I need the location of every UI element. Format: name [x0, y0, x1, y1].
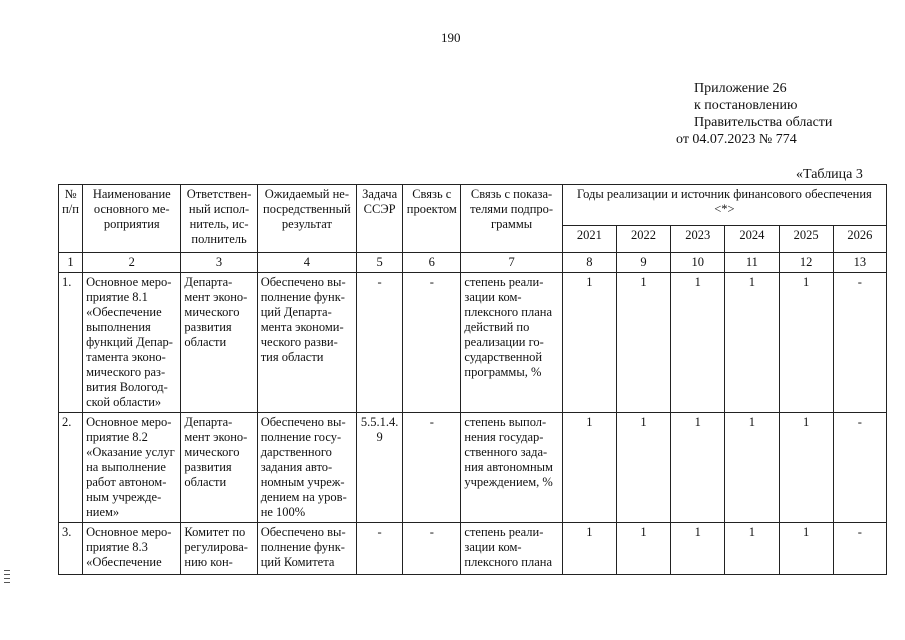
row-task: 5.5.1.4.9	[357, 413, 403, 523]
appendix-heading	[676, 80, 832, 148]
col-number: 9	[616, 253, 670, 273]
header-year-2021: 2021	[562, 226, 616, 253]
row-project: -	[403, 273, 461, 413]
row-project: -	[403, 523, 461, 575]
row-task: -	[357, 523, 403, 575]
row-year-2021: 1	[562, 413, 616, 523]
col-number: 7	[461, 253, 562, 273]
table-row	[59, 273, 887, 413]
row-result: Обеспечено вы-полнение госу-дарственного задания авто-номным учреж-дением на уров-не 100%	[257, 413, 356, 523]
row-year-2021: 1	[562, 523, 616, 575]
row-name: Основное меро-приятие 8.3 «Обеспечение	[83, 523, 181, 575]
header-years-group: Годы реализации и источник финансового обеспечения <*>	[562, 185, 886, 226]
measures-table	[58, 184, 887, 575]
header-result: Ожидаемый не-посредственный результат	[257, 185, 356, 253]
appendix-line-2: к постановлению	[694, 98, 798, 113]
row-year-2025: 1	[779, 273, 833, 413]
row-task: -	[357, 273, 403, 413]
row-year-2022: 1	[616, 413, 670, 523]
row-project: -	[403, 413, 461, 523]
row-year-2024: 1	[725, 523, 779, 575]
header-num: № п/п	[59, 185, 83, 253]
col-number: 12	[779, 253, 833, 273]
appendix-line-4: от 04.07.2023 № 774	[676, 132, 797, 147]
row-executor: Департа-мент эконо-мического развития области	[181, 413, 257, 523]
col-number: 13	[833, 253, 886, 273]
header-year-2025: 2025	[779, 226, 833, 253]
scan-margin-mark	[4, 570, 10, 586]
column-number-row	[59, 253, 887, 273]
col-number: 8	[562, 253, 616, 273]
header-executor: Ответствен-ный испол-нитель, ис-полнитель	[181, 185, 257, 253]
row-year-2026: -	[833, 523, 886, 575]
row-num: 1.	[59, 273, 83, 413]
header-year-2023: 2023	[671, 226, 725, 253]
row-result: Обеспечено вы-полнение функ-ций Комитета	[257, 523, 356, 575]
col-number: 11	[725, 253, 779, 273]
table-row	[59, 523, 887, 575]
row-year-2026: -	[833, 413, 886, 523]
header-year-2022: 2022	[616, 226, 670, 253]
row-year-2025: 1	[779, 523, 833, 575]
col-number: 5	[357, 253, 403, 273]
col-number: 6	[403, 253, 461, 273]
header-year-2026: 2026	[833, 226, 886, 253]
row-year-2022: 1	[616, 273, 670, 413]
row-result: Обеспечено вы-полнение функ-ций Департа-мента экономи-ческого разви-тия области	[257, 273, 356, 413]
col-number: 4	[257, 253, 356, 273]
header-year-2024: 2024	[725, 226, 779, 253]
row-indicator: степень реали-зации ком-плексного плана действий по реализации го-сударственной программы, %	[461, 273, 562, 413]
row-indicator: степень реали-зации ком-плексного плана	[461, 523, 562, 575]
col-number: 3	[181, 253, 257, 273]
row-num: 3.	[59, 523, 83, 575]
table-row	[59, 413, 887, 523]
col-number: 10	[671, 253, 725, 273]
row-name: Основное меро-приятие 8.2 «Оказание услуг на выполнение работ автоном-ным учрежде-нием»	[83, 413, 181, 523]
row-name: Основное меро-приятие 8.1 «Обеспечение выполнения функций Депар-тамента эконо-мического раз-вития Вологод-ской области»	[83, 273, 181, 413]
row-num: 2.	[59, 413, 83, 523]
appendix-line-1: Приложение 26	[694, 81, 787, 96]
header-project: Связь с проектом	[403, 185, 461, 253]
row-year-2024: 1	[725, 273, 779, 413]
row-year-2025: 1	[779, 413, 833, 523]
row-executor: Комитет по регулирова-нию кон-	[181, 523, 257, 575]
header-row	[59, 185, 887, 226]
header-task: Задача ССЭР	[357, 185, 403, 253]
row-year-2024: 1	[725, 413, 779, 523]
col-number: 1	[59, 253, 83, 273]
row-year-2026: -	[833, 273, 886, 413]
header-indicators: Связь с показа-телями подпро-граммы	[461, 185, 562, 253]
row-executor: Департа-мент эконо-мического развития области	[181, 273, 257, 413]
row-indicator: степень выпол-нения государ-ственного зада-ния автономным учреждением, %	[461, 413, 562, 523]
header-name: Наименование основного ме-роприятия	[83, 185, 181, 253]
row-year-2022: 1	[616, 523, 670, 575]
col-number: 2	[83, 253, 181, 273]
page-number: 190	[441, 30, 461, 45]
appendix-line-3: Правительства области	[694, 115, 833, 130]
table-caption: «Таблица 3	[796, 167, 863, 182]
row-year-2021: 1	[562, 273, 616, 413]
row-year-2023: 1	[671, 523, 725, 575]
row-year-2023: 1	[671, 413, 725, 523]
row-year-2023: 1	[671, 273, 725, 413]
